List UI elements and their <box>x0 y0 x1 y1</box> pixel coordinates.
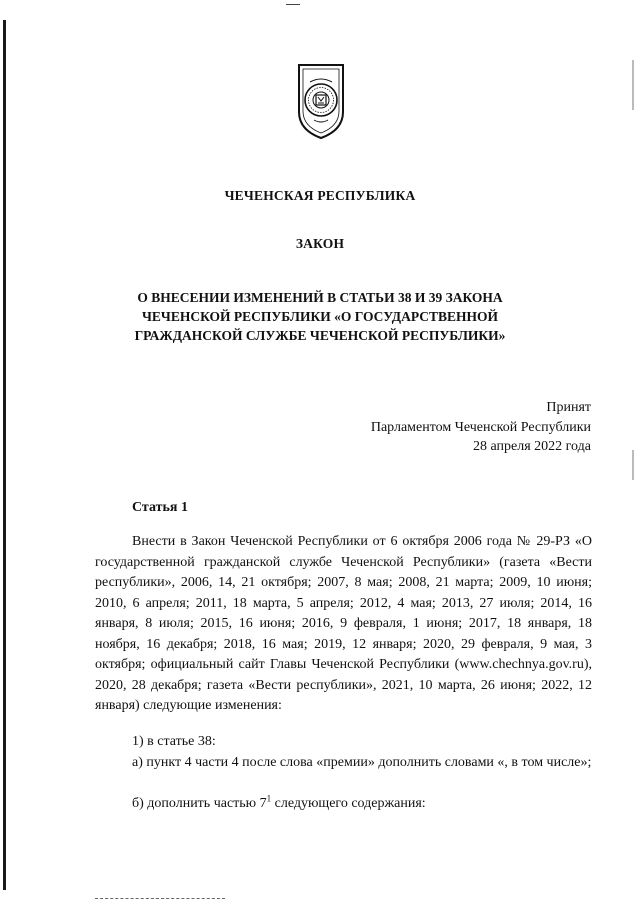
law-title-line: О ВНЕСЕНИИ ИЗМЕНЕНИЙ В СТАТЬИ 38 И 39 ЗАКОНА <box>137 290 503 305</box>
republic-heading: ЧЕЧЕНСКАЯ РЕСПУБЛИКА <box>224 188 416 203</box>
item-b-text: б) дополнить частью 7 <box>132 796 267 811</box>
law-title-line: ГРАЖДАНСКОЙ СЛУЖБЕ ЧЕЧЕНСКОЙ РЕСПУБЛИКИ» <box>134 328 506 343</box>
list-item <box>132 794 592 815</box>
document-type: ЗАКОН <box>295 236 345 251</box>
accepted-block <box>371 398 591 457</box>
coat-of-arms-emblem <box>296 62 346 140</box>
item-b-superscript: 1 <box>266 793 272 804</box>
scan-mark-right <box>632 60 634 110</box>
law-title-line: ЧЕЧЕНСКОЙ РЕСПУБЛИКИ «О ГОСУДАРСТВЕННОЙ <box>142 309 498 324</box>
item-b-text-end: следующего содержания: <box>271 796 426 811</box>
accepted-by: Парламентом Чеченской Республики <box>370 419 591 435</box>
list-item: а) пункт 4 части 4 после слова «премии» дополнить словами «, в том числе»; <box>132 755 592 770</box>
scan-mark-bottom <box>95 898 225 900</box>
article-paragraph: Внести в Закон Чеченской Республики от 6 октября 2006 года № 29-РЗ «О государственной гражданской службе Чеченской Республики» (газета «Вести республики», 2006, 14, 21 октября; 2007, 8 мая; 2008, 21 марта; 2009, 10 июня; 2010, 6 апреля; 2011, 18 марта, 5 апреля; 2012, 4 мая; 2013, 27 июля; 2014, 16 января, 8 июля; 2015, 16 июня; 2016, 9 февраля, 1 июня; 2017, 18 января, 18 ноября, 16 декабря; 2018, 16 мая; 2019, 12 января; 2020, 29 февраля, 9 мая, 3 октября; официальный сайт Главы Чеченской Республики (www.chechnya.gov.ru), 2020, 28 декабря; газета «Вести республики», 2021, 10 марта, 26 июня; 2022, 12 января) следующие изменения: <box>95 534 592 713</box>
article-heading: Статья 1 <box>132 500 188 515</box>
list-item: 1) в статье 38: <box>132 734 216 749</box>
accepted-date: 28 апреля 2022 года <box>473 439 591 454</box>
scan-mark-right <box>632 450 634 480</box>
law-title <box>120 288 520 345</box>
accepted-label: Принят <box>546 400 591 415</box>
scan-border-left <box>3 20 6 890</box>
scan-mark-top <box>286 4 300 9</box>
